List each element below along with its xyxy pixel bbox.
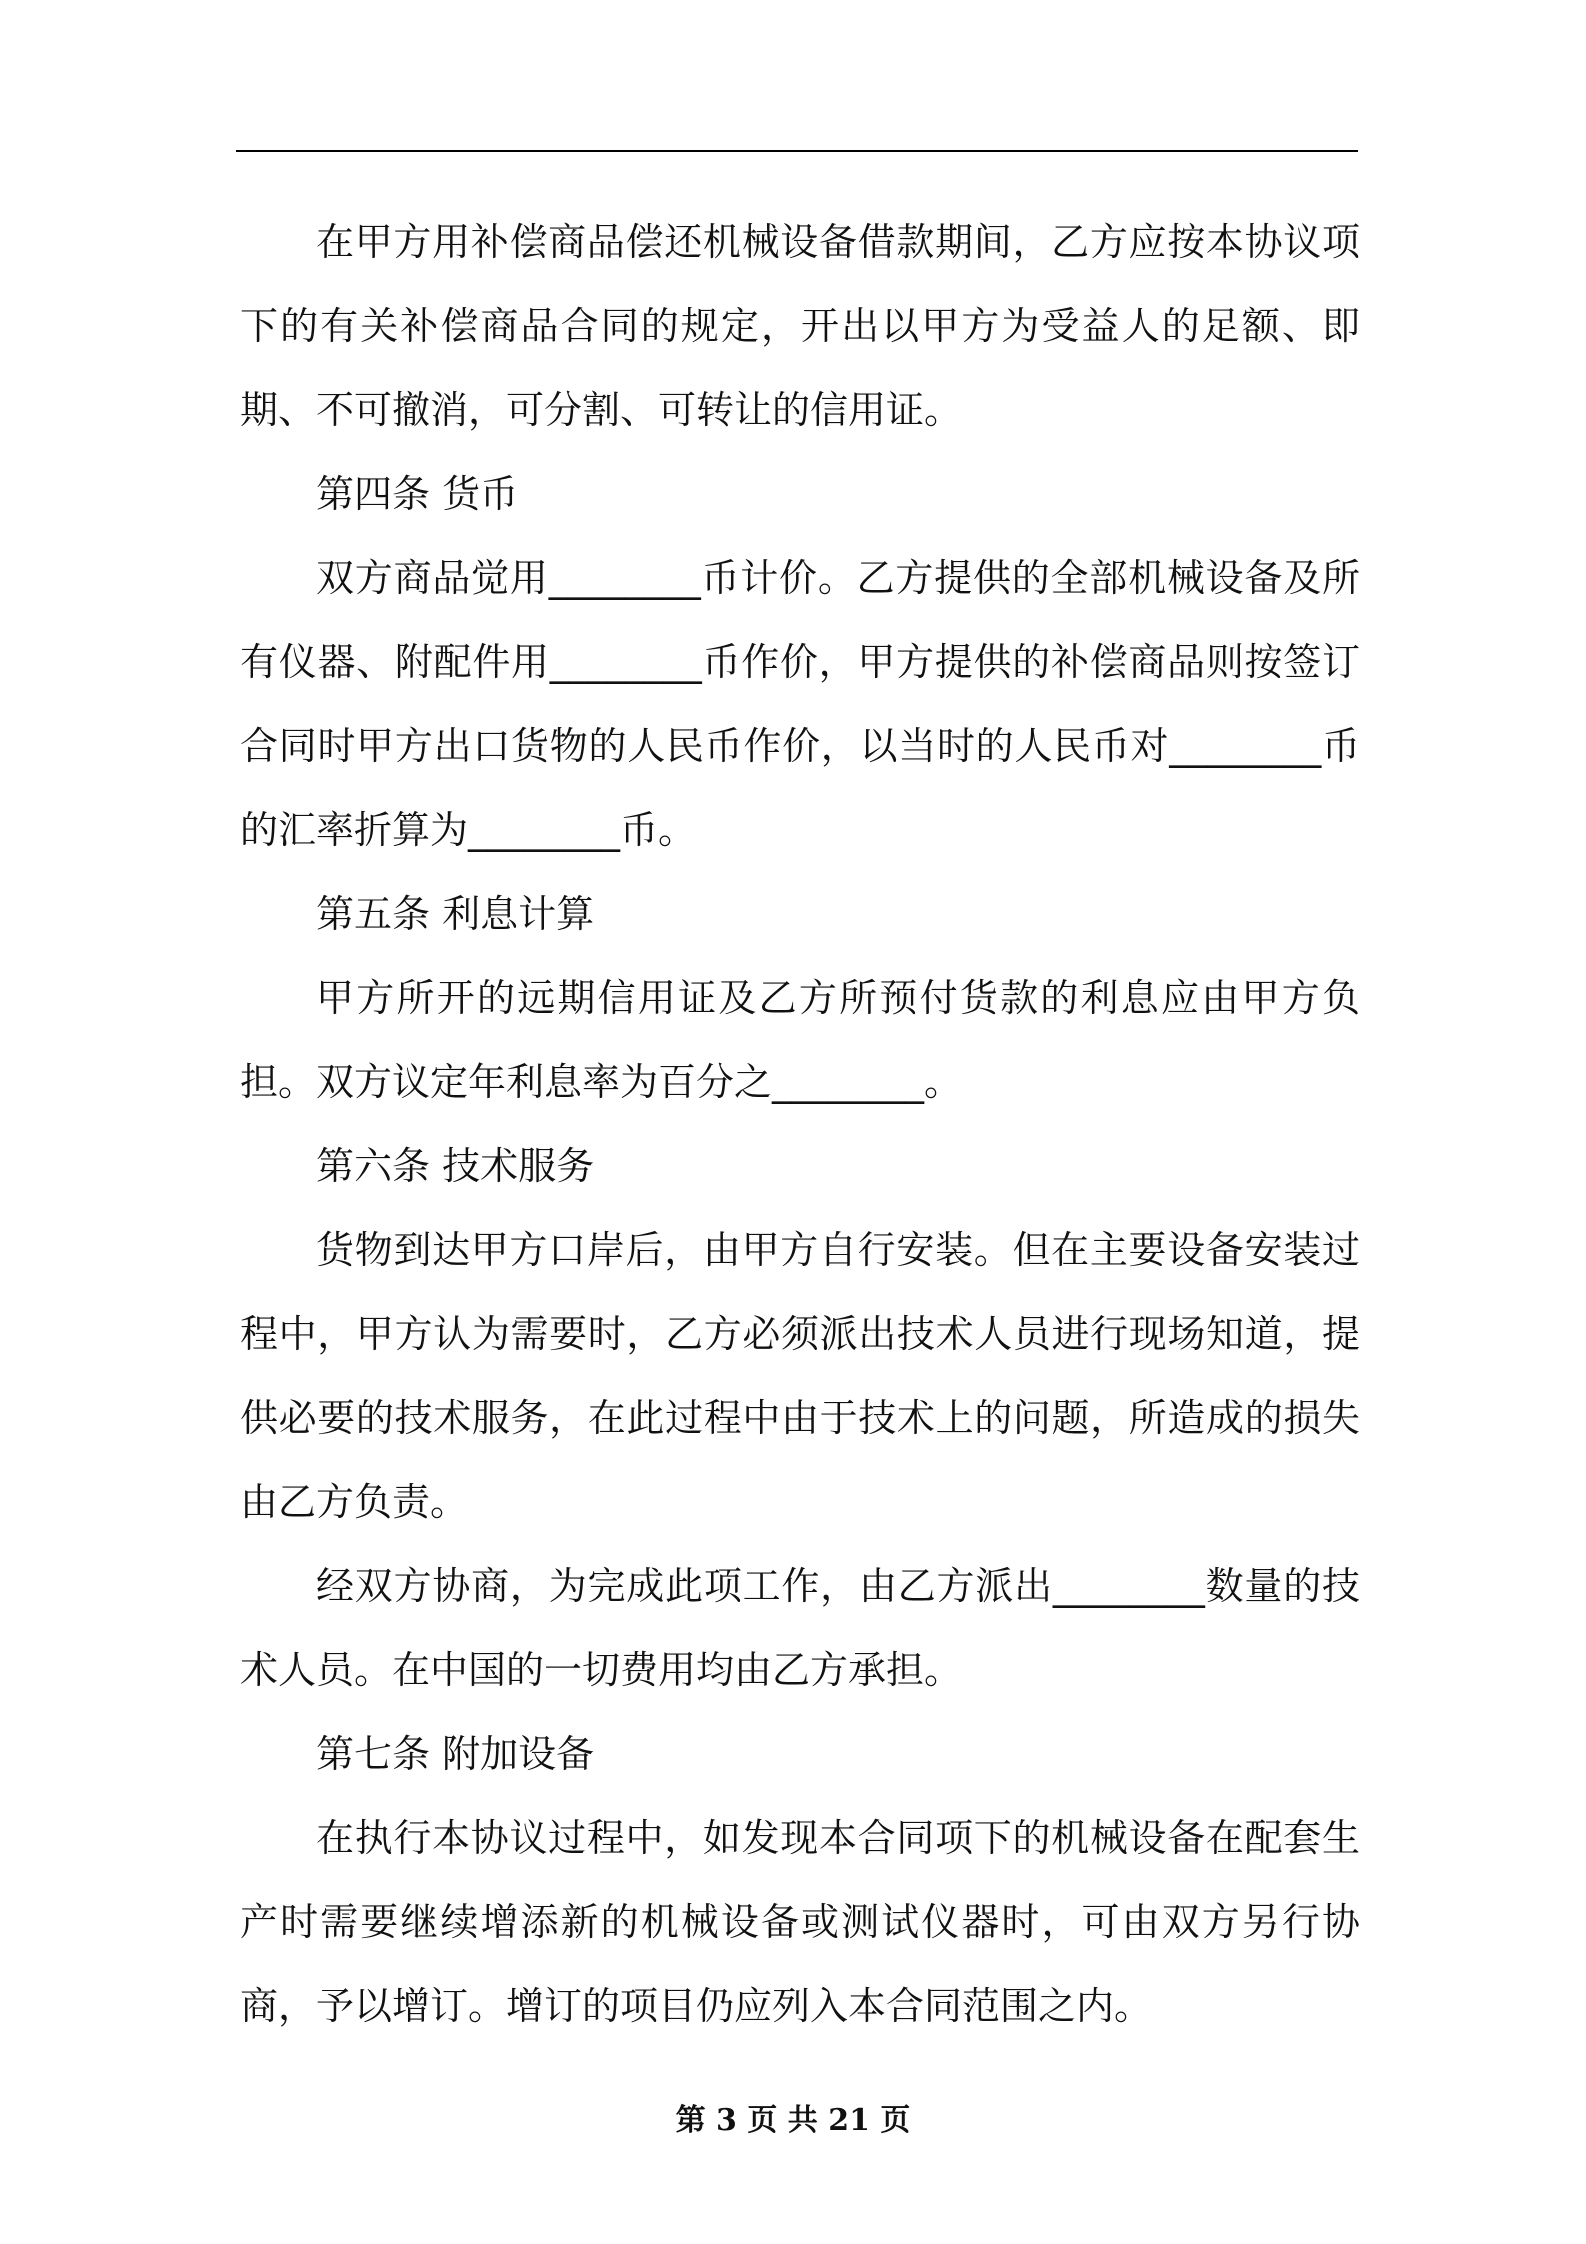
paragraph: 货物到达甲方口岸后，由甲方自行安装。但在主要设备安装过程中，甲方认为需要时，乙方必须派出技术人员进行现场知道，提供必要的技术服务，在此过程中由于技术上的问题，所造成的损失由乙方负责。 — [240, 1228, 1360, 1524]
section-heading: 第七条 附加设备 — [316, 1732, 595, 1776]
section-heading: 第四条 货币 — [316, 472, 519, 516]
paragraph: 在执行本协议过程中，如发现本合同项下的机械设备在配套生产时需要继续增添新的机械设备或测试仪器时，可由双方另行协商，予以增订。增订的项目仍应列入本合同范围之内。 — [240, 1816, 1360, 2028]
page-number: 第 3 页 共 21 页 — [675, 2103, 911, 2138]
header-rule — [236, 150, 1358, 152]
paragraph: 甲方所开的远期信用证及乙方所预付货款的利息应由甲方负担。双方议定年利息率为百分之________。 — [240, 976, 1360, 1104]
document-body — [240, 200, 1360, 2048]
paragraph: 经双方协商，为完成此项工作，由乙方派出________数量的技术人员。在中国的一切费用均由乙方承担。 — [240, 1564, 1360, 1692]
paragraph: 在甲方用补偿商品偿还机械设备借款期间，乙方应按本协议项下的有关补偿商品合同的规定，开出以甲方为受益人的足额、即期、不可撤消，可分割、可转让的信用证。 — [240, 220, 1360, 432]
section-heading: 第六条 技术服务 — [316, 1144, 595, 1188]
section-heading: 第五条 利息计算 — [316, 892, 595, 936]
paragraph: 双方商品觉用________币计价。乙方提供的全部机械设备及所有仪器、附配件用________币作价，甲方提供的补偿商品则按签订合同时甲方出口货物的人民币作价，以当时的人民币对________币的汇率折算为________币。 — [240, 556, 1360, 852]
